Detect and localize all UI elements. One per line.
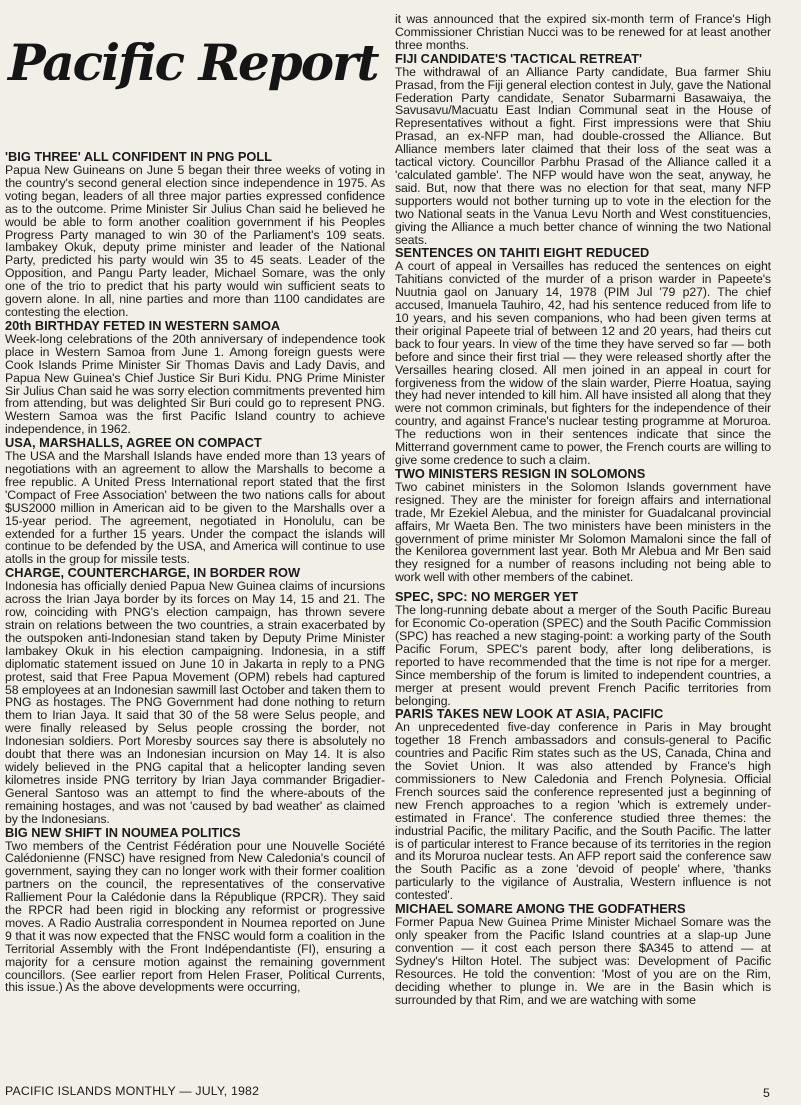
article-body: The withdrawal of an Alliance Party candidate, Bua farmer Shiu Prasad, from the Fiji general election contest in July, gave the National Federation Party candidate, Senator Subarmarni Basawaiya, the Savusavu/Macuatu East Indian Communal seat in the House of Representatives without a fight. First impressions were that Shiu Prasad, an ex-NFP man, had double-crossed the Alliance. But Alliance members later claimed that their loss of the seat was a tactical victory. Councillor Parbhu Prasad of the Alliance called it a 'calculated gamble'. The NFP would have won the seat, anyway, he said. But, now that there was no election for that seat, many NFP supporters would not bother turning up to vote in the election for the two National seats in the Vanua Levu North and West constituencies, giving the Alliance a much better chance of winning the two National seats.	[395, 64, 771, 247]
article	[5, 436, 385, 566]
article-body: Former Papua New Guinea Prime Minister Michael Somare was the only speaker from the Pacific Island countries at a slap-up June convention — it cost each person there $A345 to attend — at Sydney's Hilton Hotel. The subject was: Development of Pacific Resources. He told the convention: 'Most of you are on the Rim, deciding whether to plunge in. We are in the Basin which is surrounded by that Rim, and we are watching with some	[395, 915, 771, 1007]
pacific-report-logo	[6, 22, 378, 100]
article-heading: USA, MARSHALLS, AGREE ON COMPACT	[5, 435, 262, 451]
article	[5, 566, 385, 825]
article-heading: FIJI CANDIDATE'S 'TACTICAL RETREAT'	[395, 50, 643, 66]
article	[395, 13, 771, 52]
article-body: Indonesia has officially denied Papua New Guinea claims of incursions across the Irian Jaya border by its forces on May 14, 15 and 21. The row, coinciding with PNG's election campaign, has thrown severe strain on relations between the two countries, a strain exacerbated by the outspoken anti-Indonesian stand taken by Deputy Prime Minister Iambakey Okuk in his election campaigning. Indonesia, in a stiff diplomatic statement issued on June 10 in Jakarta in reply to a PNG protest, said that Free Papua Movement (OPM) rebels had captured 58 employees at an Indonesian sawmill last October and taken them to PNG as hostages. The PNG Government had done nothing to return them to Irian Jaya. It said that 30 of the 58 were Selus people, and were finally released by Selus people crossing the border, not Indonesian soldiers. Port Moresby sources say there is absolutely no doubt that there was an Indonesian incursion on May 14. It is also widely believed in the PNG capital that a helicopter landing seven kilometres inside PNG territory by Irian Jaya commander Brigadier-General Santoso was an attempt to find the where-abouts of the remaining hostages, and was not 'caused by bad weather' as claimed by the Indonesians.	[5, 579, 385, 826]
article	[5, 826, 385, 995]
left-column	[5, 150, 385, 994]
article-heading: MICHAEL SOMARE AMONG THE GODFATHERS	[395, 901, 686, 917]
footer-page-number: 5	[763, 1086, 770, 1100]
article-body: Two members of the Centrist Fédération pour une Nouvelle Société Calédonienne (FNSC) have resigned from New Caledonia's council of government, saying they can no longer work with their former coalition partners on the council, the representatives of the conservative Ralliement Pour la Calédonie dans la République (RPCR). They said the RPCR had been rigid in blocking any reformist or progressive moves. A Radio Australia correspondent in Noumea reported on June 9 that it was now expected that the FNSC would form a coalition in the Territorial Assembly with the Front Indépendantiste (FI), ensuring a majority for a censure motion against the remaining government councillors. (See earlier report from Helen Fraser, Political Currents, this issue.) As the above developments were occurring,	[5, 838, 385, 995]
masthead-title: Pacific Report	[8, 33, 378, 92]
article-heading: TWO MINISTERS RESIGN IN SOLOMONS	[395, 465, 646, 481]
article-heading: BIG NEW SHIFT IN NOUMEA POLITICS	[5, 824, 241, 840]
article	[395, 902, 771, 1006]
right-column	[395, 13, 771, 1006]
article-body: it was announced that the expired six-month term of France's High Commissioner Christian Nucci was to be renewed for at least another three months.	[395, 12, 771, 52]
article-heading: CHARGE, COUNTERCHARGE, IN BORDER ROW	[5, 565, 301, 581]
footer-publication: PACIFIC ISLANDS MONTHLY — JULY, 1982	[5, 1084, 260, 1098]
article-heading: 'BIG THREE' ALL CONFIDENT IN PNG POLL	[5, 149, 273, 164]
article	[5, 319, 385, 436]
article-body: The long-running debate about a merger of the South Pacific Bureau for Economic Co-operation (SPEC) and the South Pacific Commission (SPC) has reached a new staging-point: a working party of the South Pacific Forum, SPEC's parent body, after long deliberations, is reported to have recommended that the time is not ripe for a merger. Since membership of the forum is limited to independent countries, a merger at present would prevent French Pacific territories from belonging.	[395, 603, 771, 708]
article-body: Papua New Guineans on June 5 began their three weeks of voting in the country's second general election since independence in 1975. As voting began, leaders of all three major parties expressed confidence as to the outcome. Prime Minister Sir Julius Chan said he believed he would be able to form another coalition government if his Peoples Progress Party managed to win 30 of the Parliament's 109 seats. Iambakey Okuk, deputy prime minister and leader of the National Party, predicted his party would win 35 to 45 seats. Leader of the Opposition, and Pangu Party leader, Michael Somare, was the only one of the trio to predict that his party would win sufficient seats to govern alone. In all, nine parties and more than 1100 candidates are contesting the election.	[5, 163, 385, 319]
article	[395, 590, 771, 707]
article-heading: PARIS TAKES NEW LOOK AT ASIA, PACIFIC	[395, 706, 664, 722]
article	[395, 52, 771, 247]
article-heading: SENTENCES ON TAHITI EIGHT REDUCED	[395, 245, 650, 261]
article-body: Two cabinet ministers in the Solomon Islands government have resigned. They are the minister for foreign affairs and international trade, Mr Ezekiel Alebua, and the minister for Guadalcanal provincial affairs, Mr Waeta Ben. The two ministers have been ministers in the government of prime minister Mr Solomon Mamaloni since the fall of the Kenilorea government last year. Both Mr Alebua and Mr Ben said they resigned for a number of reasons including not being able to work well with other members of the cabinet.	[395, 479, 771, 585]
article	[395, 467, 771, 584]
article-body: An unprecedented five-day conference in Paris in May brought together 18 French ambassadors and consuls-general to Pacific countries and Pacific Rim states such as the US, Canada, China and the Soviet Union. It was also attended by France's high commissioners to New Caledonia and French Polynesia. Official French sources said the conference represented just a beginning of new French approaches to a region 'which is extremely under-estimated in France'. The conference studied three themes: the industrial Pacific, the military Pacific, and the South Pacific. The latter is of particular interest to France because of its territories in the region and its Moruroa nuclear tests. An AFP report said the conference saw the South Pacific as a zone 'devoid of people' where, 'thanks particularly to the vigilance of Australia, Western influence is not contested'.	[395, 720, 771, 903]
article	[395, 707, 771, 902]
article	[395, 246, 771, 467]
article-heading: SPEC, SPC: NO MERGER YET	[395, 589, 579, 605]
article-body: A court of appeal in Versailles has reduced the sentences on eight Tahitians convicted of the murder of a prison warder in Papeete's Nuutnia gaol on January 14, 1978 (PIM Jul '79 p27). The chief accused, Imanuela Tauhiro, 42, had his sentence reduced from life to 10 years, and his seven companions, who had been given terms at their original Papeete trial of between 12 and 20 years, had theirs cut back to four years. In view of the time they have served so far — both before and since their first trial — they were released shortly after the Versailles hearing closed. All men joined in an appeal in court for forgiveness from the widow of the slain warder, Pierre Hoatua, saying they had never intended to kill him. All have insisted all along that they were not common criminals, but fighters for the independence of their country, and against France's nuclear testing programme at Moruroa. The reductions won in their sentences indicate that since the Mitterrand government came to power, the French courts are willing to give some credence to such a claim.	[395, 259, 771, 467]
article-body: The USA and the Marshall Islands have ended more than 13 years of negotiations with an agreement to allow the Marshalls to become a free republic. A United Press International report stated that the first 'Compact of Free Association' between the two nations calls for about $US2000 million in American aid to be given to the Marshalls over a 15-year period. The agreement, negotiated in Honolulu, can be extended for a further 15 years. Under the compact the islands will continue to be defended by the USA, and America will continue to use atolls in the group for missile tests.	[5, 449, 385, 567]
article-heading: 20th BIRTHDAY FETED IN WESTERN SAMOA	[5, 317, 281, 333]
article-body: Week-long celebrations of the 20th anniversary of independence took place in Western Samoa from June 1. Among foreign guests were Cook Islands Prime Minister Sir Thomas Davis and Lady Davis, and Papua New Guinea's Chief Justice Sir Buri Kidu. PNG Prime Minister Sir Julius Chan said he was sorry election commitments prevented him from attending, but was delighted Sir Buri could go to represent PNG. Western Samoa was the first Pacific Island country to achieve independence, in 1962.	[5, 331, 385, 437]
article	[5, 150, 385, 319]
